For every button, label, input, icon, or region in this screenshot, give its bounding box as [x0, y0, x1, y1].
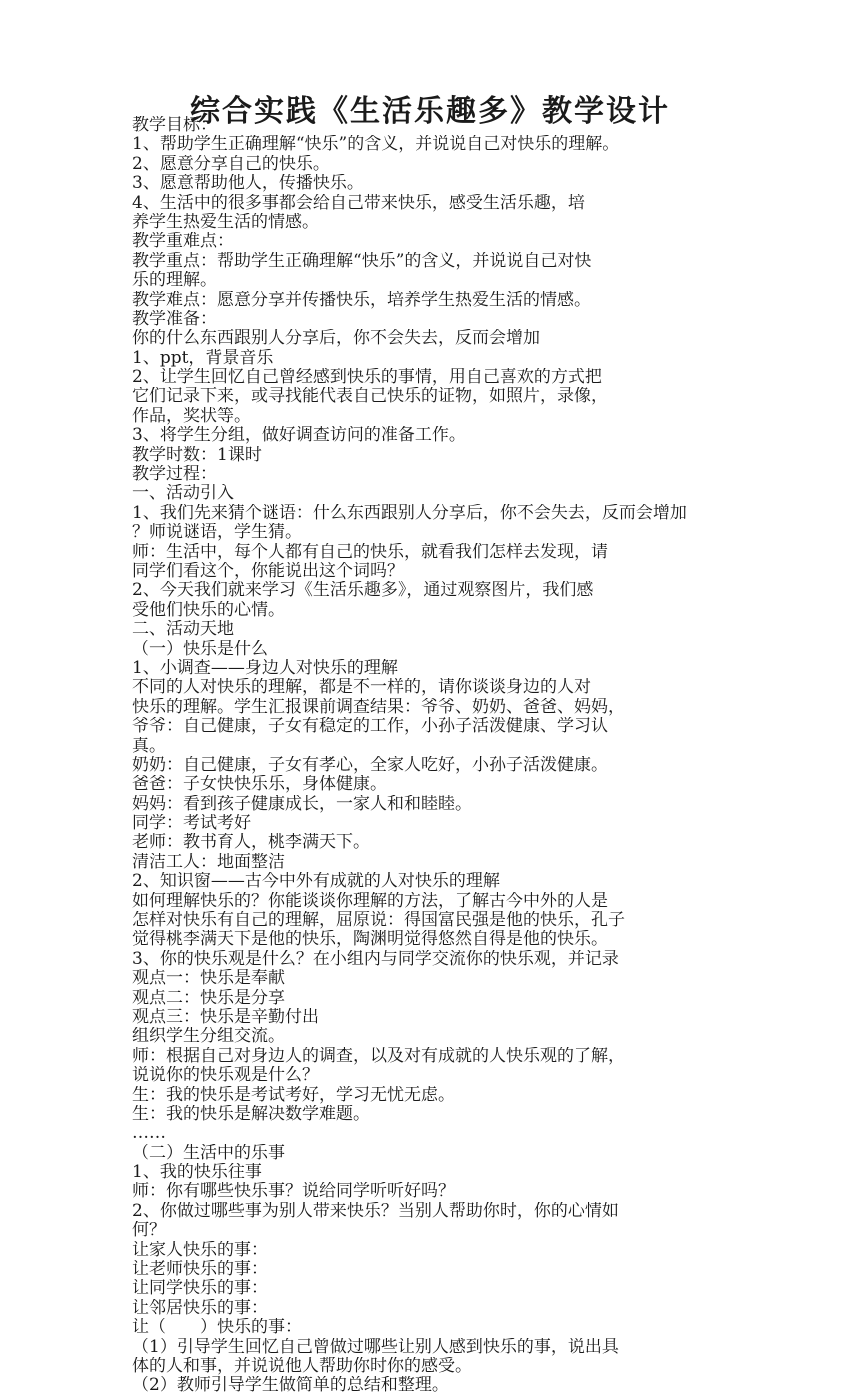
text-line: 乐的理解。 [132, 271, 217, 291]
text-line: 1、我的快乐往事 [132, 1163, 262, 1183]
text-line: 2、知识窗——古今中外有成就的人对快乐的理解 [132, 872, 500, 892]
text-line: 3、将学生分组，做好调查访问的准备工作。 [132, 426, 466, 446]
text-line: 教学难点：愿意分享并传播快乐，培养学生热爱生活的情感。 [132, 290, 591, 310]
text-line: 让同学快乐的事： [132, 1279, 268, 1299]
text-line: 教学目标： [132, 116, 217, 135]
text-line: 二、活动天地 [132, 620, 234, 640]
text-line: 怎样对快乐有自己的理解，屈原说：得国富民强是他的快乐，孔子 [132, 911, 625, 931]
text-line: 不同的人对快乐的理解，都是不一样的，请你谈谈身边的人对 [132, 678, 591, 698]
text-line: 真。 [132, 736, 166, 756]
text-line: 师：根据自己对身边人的调查，以及对有成就的人快乐观的了解， [132, 1046, 625, 1066]
document-body [132, 116, 732, 1396]
text-line: （二）生活中的乐事 [132, 1143, 285, 1163]
text-line: 观点三：快乐是辛勤付出 [132, 1007, 319, 1027]
text-line: 1、ppt，背景音乐 [132, 348, 274, 368]
text-line: （1）引导学生回忆自己曾做过哪些让别人感到快乐的事，说出具 [132, 1337, 619, 1357]
text-line: 观点二：快乐是分享 [132, 988, 285, 1008]
text-line: 受他们快乐的心情。 [132, 600, 285, 620]
text-line: 同学：考试考好 [132, 814, 251, 834]
text-line: 教学时数：1课时 [132, 445, 262, 465]
text-line: 让（ ）快乐的事： [132, 1318, 302, 1338]
text-line: 你的什么东西跟别人分享后，你不会失去，反而会增加 [132, 329, 540, 349]
text-line: 觉得桃李满天下是他的快乐，陶渊明觉得悠然自得是他的快乐。 [132, 930, 608, 950]
text-line: 2、愿意分享自己的快乐。 [132, 154, 330, 174]
text-line: 奶奶：自己健康，子女有孝心，全家人吃好，小孙子活泼健康。 [132, 755, 608, 775]
document-title: 综合实践《生活乐趣多》教学设计 [190, 94, 670, 129]
text-line: …… [132, 1124, 166, 1144]
text-line: 爷爷：自己健康，子女有稳定的工作，小孙子活泼健康、学习认 [132, 717, 608, 737]
text-line: 何？ [132, 1221, 166, 1241]
text-line: 教学过程： [132, 465, 217, 485]
text-line: 体的人和事，并说说他人帮助你时你的感受。 [132, 1357, 472, 1376]
text-line: 妈妈：看到孩子健康成长，一家人和和睦睦。 [132, 794, 472, 814]
text-line: 师：你有哪些快乐事？说给同学听听好吗？ [132, 1182, 455, 1202]
text-line: 3、愿意帮助他人，传播快乐。 [132, 174, 364, 194]
text-line: 1、我们先来猜个谜语：什么东西跟别人分享后，你不会失去，反而会增加 [132, 503, 687, 523]
text-line: 组织学生分组交流。 [132, 1027, 285, 1047]
text-line: 教学重难点： [132, 232, 234, 252]
text-line: 教学重点：帮助学生正确理解“快乐”的含义，并说说自己对快 [132, 251, 592, 271]
text-line: 4、生活中的很多事都会给自己带来快乐，感受生活乐趣，培 [132, 193, 585, 213]
text-line: 爸爸：子女快快乐乐，身体健康。 [132, 775, 387, 795]
text-line: 观点一：快乐是奉献 [132, 969, 285, 989]
text-line: （一）快乐是什么 [132, 639, 268, 659]
text-line: 2、今天我们就来学习《生活乐趣多》，通过观察图片，我们感 [132, 581, 594, 601]
text-line: 1、帮助学生正确理解“快乐”的含义，并说说自己对快乐的理解。 [132, 135, 620, 155]
text-line: （2）教师引导学生做简单的总结和整理。 [132, 1376, 449, 1396]
text-line: 让家人快乐的事： [132, 1240, 268, 1260]
text-line: 如何理解快乐的？你能谈谈你理解的方法，了解古今中外的人是 [132, 891, 608, 911]
text-line: 快乐的理解。学生汇报课前调查结果：爷爷、奶奶、爸爸、妈妈， [132, 697, 625, 717]
text-line: 让老师快乐的事： [132, 1260, 268, 1280]
text-line: 生：我的快乐是考试考好，学习无忧无虑。 [132, 1085, 455, 1105]
text-line: 让邻居快乐的事： [132, 1298, 268, 1318]
text-line: 1、小调查——身边人对快乐的理解 [132, 658, 398, 678]
text-line: 3、你的快乐观是什么？在小组内与同学交流你的快乐观，并记录 [132, 949, 619, 969]
text-line: 同学们看这个，你能说出这个词吗？ [132, 561, 404, 581]
text-line: 老师：教书育人，桃李满天下。 [132, 833, 370, 853]
text-line: 清洁工人：地面整洁 [132, 852, 285, 872]
text-line: 说说你的快乐观是什么？ [132, 1066, 319, 1086]
text-line: 养学生热爱生活的情感。 [132, 212, 319, 232]
text-line: ？师说谜语，学生猜。 [132, 523, 302, 543]
text-line: 教学准备： [132, 309, 217, 329]
text-line: 生：我的快乐是解决数学难题。 [132, 1104, 370, 1124]
text-line: 2、你做过哪些事为别人带来快乐？当别人帮助你时，你的心情如 [132, 1201, 619, 1221]
text-line: 它们记录下来，或寻找能代表自己快乐的证物，如照片，录像， [132, 387, 608, 407]
text-line: 一、活动引入 [132, 484, 234, 504]
text-line: 作品，奖状等。 [132, 406, 251, 426]
text-line: 2、让学生回忆自己曾经感到快乐的事情，用自己喜欢的方式把 [132, 368, 602, 388]
text-line: 师：生活中，每个人都有自己的快乐，就看我们怎样去发现，请 [132, 542, 608, 562]
